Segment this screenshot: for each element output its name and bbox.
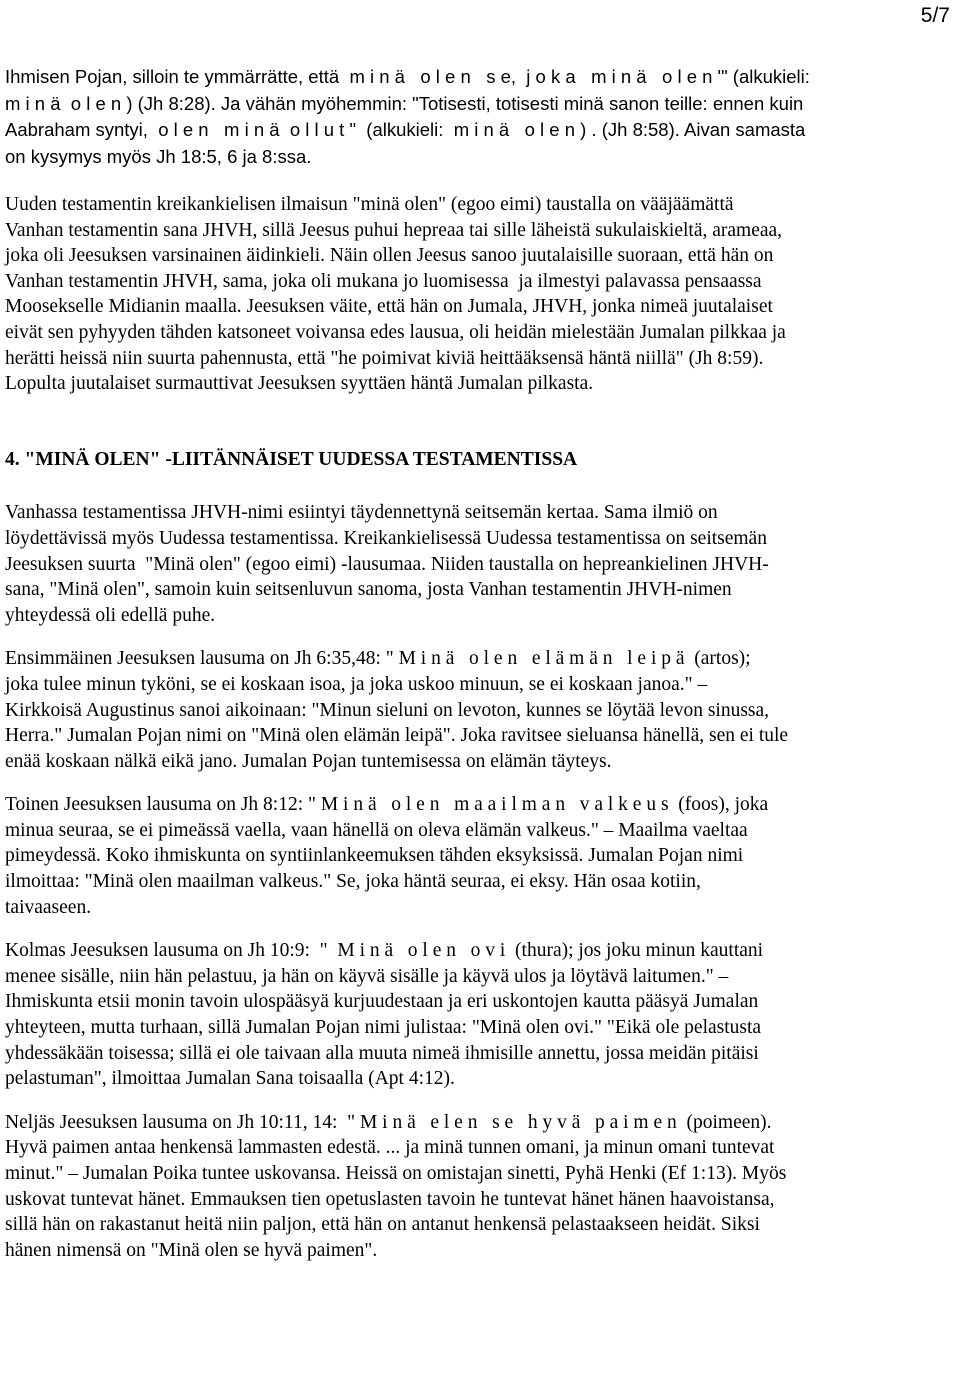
text-line: Vanhassa testamentissa JHVH-nimi esiintyi täydennettynä seitsemän kertaa. Sama ilmiö on: [5, 502, 718, 524]
text-line: joka oli Jeesuksen varsinainen äidinkieli. Näin ollen Jeesus sanoo juutalaisille suoraan, että hän on: [5, 245, 774, 267]
text-line: Toinen Jeesuksen lausuma on Jh 8:12: " M i n ä o l e n m a a i l m a n v a l k e u s (foos), joka: [5, 794, 769, 816]
text-line: yhteydessä oli edellä puhe.: [5, 604, 216, 626]
text-line: Hyvä paimen antaa henkensä lammasten edestä. ... ja minä tunnen omani, ja minun omani tuntevat: [5, 1137, 775, 1159]
text-line: on kysymys myös Jh 18:5, 6 ja 8:ssa.: [5, 145, 312, 167]
text-line: herätti heissä niin suurta pahennusta, että "he poimivat kiviä heittääksensä häntä niillä" (Jh 8:59).: [5, 347, 764, 369]
paragraph-first-saying: [5, 646, 955, 774]
text-line: Kirkkoisä Augustinus sanoi aikoinaan: "Minun sieluni on levoton, kunnes se löytää levon sinussa,: [5, 699, 770, 721]
text-line: minut." – Jumalan Poika tuntee uskovansa. Heissä on omistajan sinetti, Pyhä Henki (Ef 1:13). Myös: [5, 1163, 787, 1184]
paragraph-seven-sayings: [5, 500, 955, 628]
paragraph-second-saying: [5, 792, 955, 920]
text-line: enää koskaan nälkä eikä jano. Jumalan Pojan tuntemisessa on elämän täyteys.: [5, 750, 612, 772]
text-line: Ihmiskunta etsii monin tavoin ulospääsyä kurjuudestaan ja eri uskontojen kautta pääsyä Jumalan: [5, 991, 759, 1013]
text-line: pimeydessä. Koko ihmiskunta on syntiinlankeemuksen tähden eksyksissä. Jumalan Pojan nimi: [5, 845, 744, 867]
text-line: uskovat tuntevat hänet. Emmauksen tien opetuslasten tavoin he tuntevat hänet hänen haavoistansa,: [5, 1188, 775, 1210]
paragraph-third-saying: [5, 938, 955, 1092]
text-line: yhteyteen, mutta turhaan, sillä Jumalan Pojan nimi julistaa: "Minä olen ovi." "Eikä ole pelastusta: [5, 1017, 762, 1039]
intro-paragraph: [5, 64, 955, 170]
text-line: Jeesuksen suurta "Minä olen" (egoo eimi) -lausumaa. Niiden taustalla on hepreankielinen JHVH-: [5, 553, 769, 575]
paragraph-egoo-eimi: [5, 192, 955, 397]
text-line: joka tulee minun tyköni, se ei koskaan isoa, ja joka uskoo minuun, se ei koskaan janoa." –: [5, 673, 708, 695]
paragraph-fourth-saying: [5, 1110, 955, 1264]
text-line: eivät sen pyhyyden tähden katsoneet voivansa edes lausua, oli heidän mielestään Jumalan pilkkaa ja: [5, 321, 786, 343]
text-line: m i n ä o l e n ) (Jh 8:28). Ja vähän myöhemmin: "Totisesti, totisesti minä sanon teille: ennen kuin: [5, 92, 804, 114]
section-heading: 4. "MINÄ OLEN" -LIITÄNNÄISET UUDESSA TESTAMENTISSA: [5, 448, 578, 470]
text-line: sana, "Minä olen", samoin kuin seitsenluvun sanoma, josta Vanhan testamentin JHVH-nimen: [5, 579, 732, 601]
text-line: minua seuraa, se ei pimeässä vaella, vaan hänellä on oleva elämän valkeus." – Maailma vaeltaa: [5, 819, 748, 841]
text-line: yhdessäkään toisessa; sillä ei ole taivaan alla muuta nimeä ihmisille annettu, jossa meidän pitäisi: [5, 1042, 759, 1064]
text-line: Ensimmäinen Jeesuksen lausuma on Jh 6:35,48: " M i n ä o l e n e l ä m ä n l e i p ä (artos);: [5, 648, 751, 670]
text-line: Aabraham syntyi, o l e n m i n ä o l l u t " (alkukieli: m i n ä o l e n ) . (Jh 8:58). Aivan samasta: [5, 119, 806, 140]
text-line: taivaaseen.: [5, 896, 92, 918]
text-line: menee sisälle, niin hän pelastuu, ja hän on käyvä sisälle ja käyvä ulos ja löytävä laitumen." –: [5, 965, 729, 987]
text-line: Moosekselle Midianin maalla. Jeesuksen väite, että hän on Jumala, JHVH, jonka nimeä juutalaiset: [5, 296, 773, 318]
text-line: Lopulta juutalaiset surmauttivat Jeesuksen syyttäen häntä Jumalan pilkasta.: [5, 373, 594, 395]
text-line: pelastuman", ilmoittaa Jumalan Sana toisaalla (Apt 4:12).: [5, 1068, 455, 1090]
text-line: Vanhan testamentin JHVH, sama, joka oli mukana jo luomisessa ja ilmestyi palavassa pensaassa: [5, 270, 762, 292]
text-line: löydettävissä myös Uudessa testamentissa. Kreikankielisessä Uudessa testamentissa on seitsemän: [5, 527, 767, 549]
text-line: sillä hän on rakastanut heitä niin paljon, että hän on antanut henkensä pelastaakseen heidät. Siksi: [5, 1214, 760, 1236]
text-line: ilmoittaa: "Minä olen maailman valkeus." Se, joka häntä seuraa, ei eksy. Hän osaa kotiin,: [5, 871, 701, 893]
page-number: 5/7: [920, 4, 950, 27]
text-line: Vanhan testamentin sana JHVH, sillä Jeesus puhui hepreaa tai sille läheistä sukulaiskieltä, arameaa,: [5, 219, 783, 241]
text-line: Ihmisen Pojan, silloin te ymmärrätte, että m i n ä o l e n s e, j o k a m i n ä o l e n '" (alkukieli:: [5, 66, 810, 87]
document-body: [5, 64, 955, 1263]
text-line: Kolmas Jeesuksen lausuma on Jh 10:9: " M i n ä o l e n o v i (thura); jos joku minun kauttani: [5, 940, 764, 962]
text-line: hänen nimensä on "Minä olen se hyvä paimen".: [5, 1239, 378, 1261]
text-line: Neljäs Jeesuksen lausuma on Jh 10:11, 14: " M i n ä e l e n s e h y v ä p a i m e n (poimeen).: [5, 1111, 772, 1133]
text-line: Herra." Jumalan Pojan nimi on "Minä olen elämän leipä". Joka ravitsee sieluansa hänellä, sen ei tule: [5, 725, 789, 747]
text-line: Uuden testamentin kreikankielisen ilmaisun "minä olen" (egoo eimi) taustalla on vääjäämättä: [5, 194, 734, 215]
